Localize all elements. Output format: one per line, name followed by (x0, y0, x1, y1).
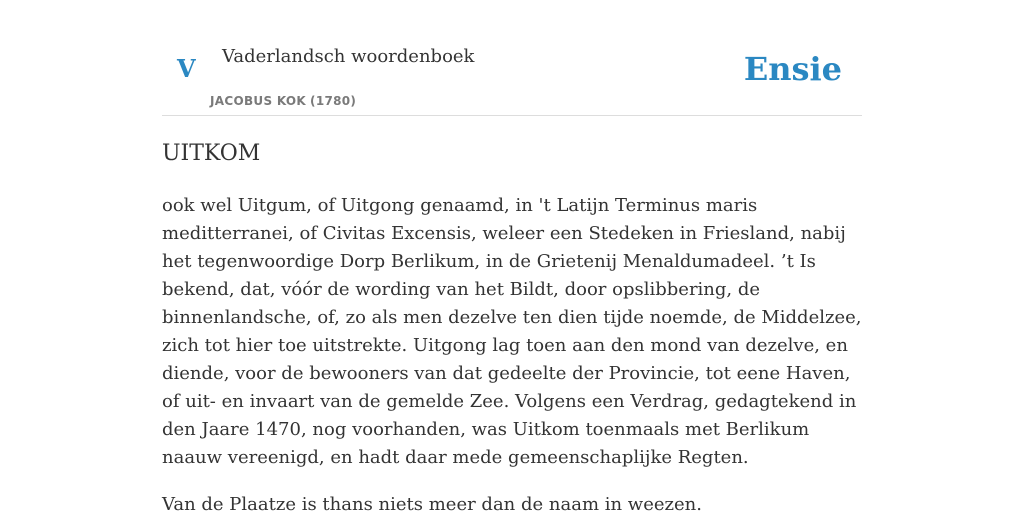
entry-paragraph: ook wel Uitgum, of Uitgong genaamd, in 't Latijn Terminus maris meditterranei, of Civitas Excensis, weleer een Stedeken in Friesland, nabij het tegenwoordige Dorp Berlikum, in de Grietenij Menaldumadeel. ’t Is bekend, dat, vóór de wording van het Bildt, door opslibbering, de binnenlandsche, of, zo als men dezelve ten dien tijde noemde, de Middelzee, zich tot hier toe uitstrekte. Uitgong lag toen aan den mond van dezelve, en diende, voor de bewooners van dat gedeelte der Provincie, tot eene Haven, of uit- en invaart van de gemelde Zee. Volgens een Verdrag, gedagtekend in den Jaare 1470, nog voorhanden, was Uitkom toenmaals met Berlikum naauw vereenigd, en hadt daar mede gemeenschaplijke Regten. (162, 195, 862, 468)
page-header (162, 0, 862, 116)
book-author (210, 94, 356, 108)
author-year: (1780) (310, 94, 357, 108)
letter-index-link[interactable]: V (177, 54, 196, 83)
entry-title: UITKOM (162, 141, 261, 166)
entry-paragraph: Van de Plaatze is thans niets meer dan de naam in weezen. (162, 494, 702, 512)
entry-body (162, 192, 862, 512)
author-name: JACOBUS KOK (210, 94, 307, 108)
book-title-link[interactable]: Vaderlandsch woordenboek (222, 46, 475, 67)
ensie-logo-link[interactable]: Ensie (743, 50, 842, 88)
